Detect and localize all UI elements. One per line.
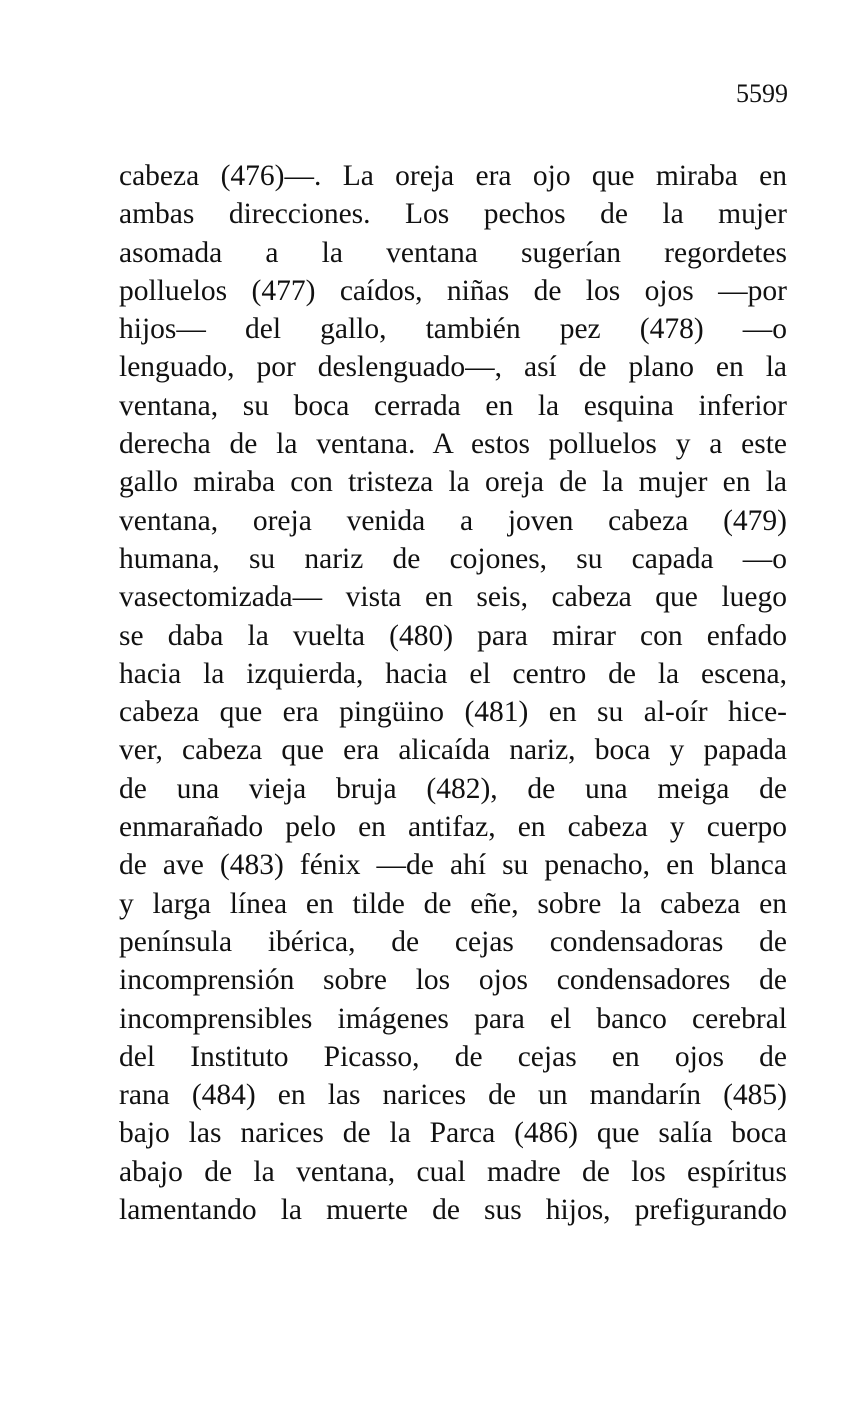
- text-line-11: humana, su nariz de cojones, su capada —o: [119, 542, 787, 575]
- text-line-5: hijos— del gallo, también pez (478) —o: [119, 313, 787, 346]
- text-line-13: se daba la vuelta (480) para mirar con enfado: [119, 619, 787, 652]
- text-line-1: cabeza (476)—. La oreja era ojo que miraba en: [119, 160, 787, 192]
- text-line-12: vasectomizada— vista en seis, cabeza que luego: [119, 581, 787, 614]
- text-line-2: ambas direcciones. Los pechos de la mujer: [119, 198, 787, 231]
- text-line-28: lamentando la muerte de sus hijos, prefigurando: [119, 1194, 787, 1227]
- text-line-22: incomprensión sobre los ojos condensadores de: [119, 964, 787, 997]
- text-line-25: rana (484) en las narices de un mandarín (485): [119, 1079, 787, 1112]
- page-number: 5599: [736, 79, 788, 108]
- text-line-14: hacia la izquierda, hacia el centro de la escena,: [119, 657, 787, 690]
- text-line-19: de ave (483) fénix —de ahí su penacho, en blanca: [119, 849, 787, 882]
- text-line-8: derecha de la ventana. A estos polluelos y a este: [119, 428, 787, 461]
- text-line-16: ver, cabeza que era alicaída nariz, boca y papada: [119, 734, 787, 767]
- text-line-27: abajo de la ventana, cual madre de los espíritus: [119, 1155, 787, 1188]
- body-text: [119, 157, 787, 1229]
- text-line-20: y larga línea en tilde de eñe, sobre la cabeza en: [119, 887, 787, 920]
- text-line-15: cabeza que era pingüino (481) en su al-oír hice-: [119, 696, 787, 729]
- text-line-21: península ibérica, de cejas condensadoras de: [119, 925, 787, 958]
- text-line-4: polluelos (477) caídos, niñas de los ojos —por: [119, 274, 787, 307]
- text-line-24: del Instituto Picasso, de cejas en ojos de: [119, 1040, 787, 1073]
- text-line-3: asomada a la ventana sugerían regordetes: [119, 236, 787, 269]
- text-line-9: gallo miraba con tristeza la oreja de la mujer en la: [119, 466, 787, 499]
- text-line-7: ventana, su boca cerrada en la esquina inferior: [119, 389, 787, 422]
- text-line-26: bajo las narices de la Parca (486) que salía boca: [119, 1117, 787, 1150]
- text-line-18: enmarañado pelo en antifaz, en cabeza y cuerpo: [119, 811, 787, 844]
- text-line-17: de una vieja bruja (482), de una meiga de: [119, 772, 787, 805]
- text-line-10: ventana, oreja venida a joven cabeza (479): [119, 504, 787, 537]
- text-line-6: lenguado, por deslenguado—, así de plano en la: [119, 351, 787, 384]
- text-line-23: incomprensibles imágenes para el banco cerebral: [119, 1002, 787, 1035]
